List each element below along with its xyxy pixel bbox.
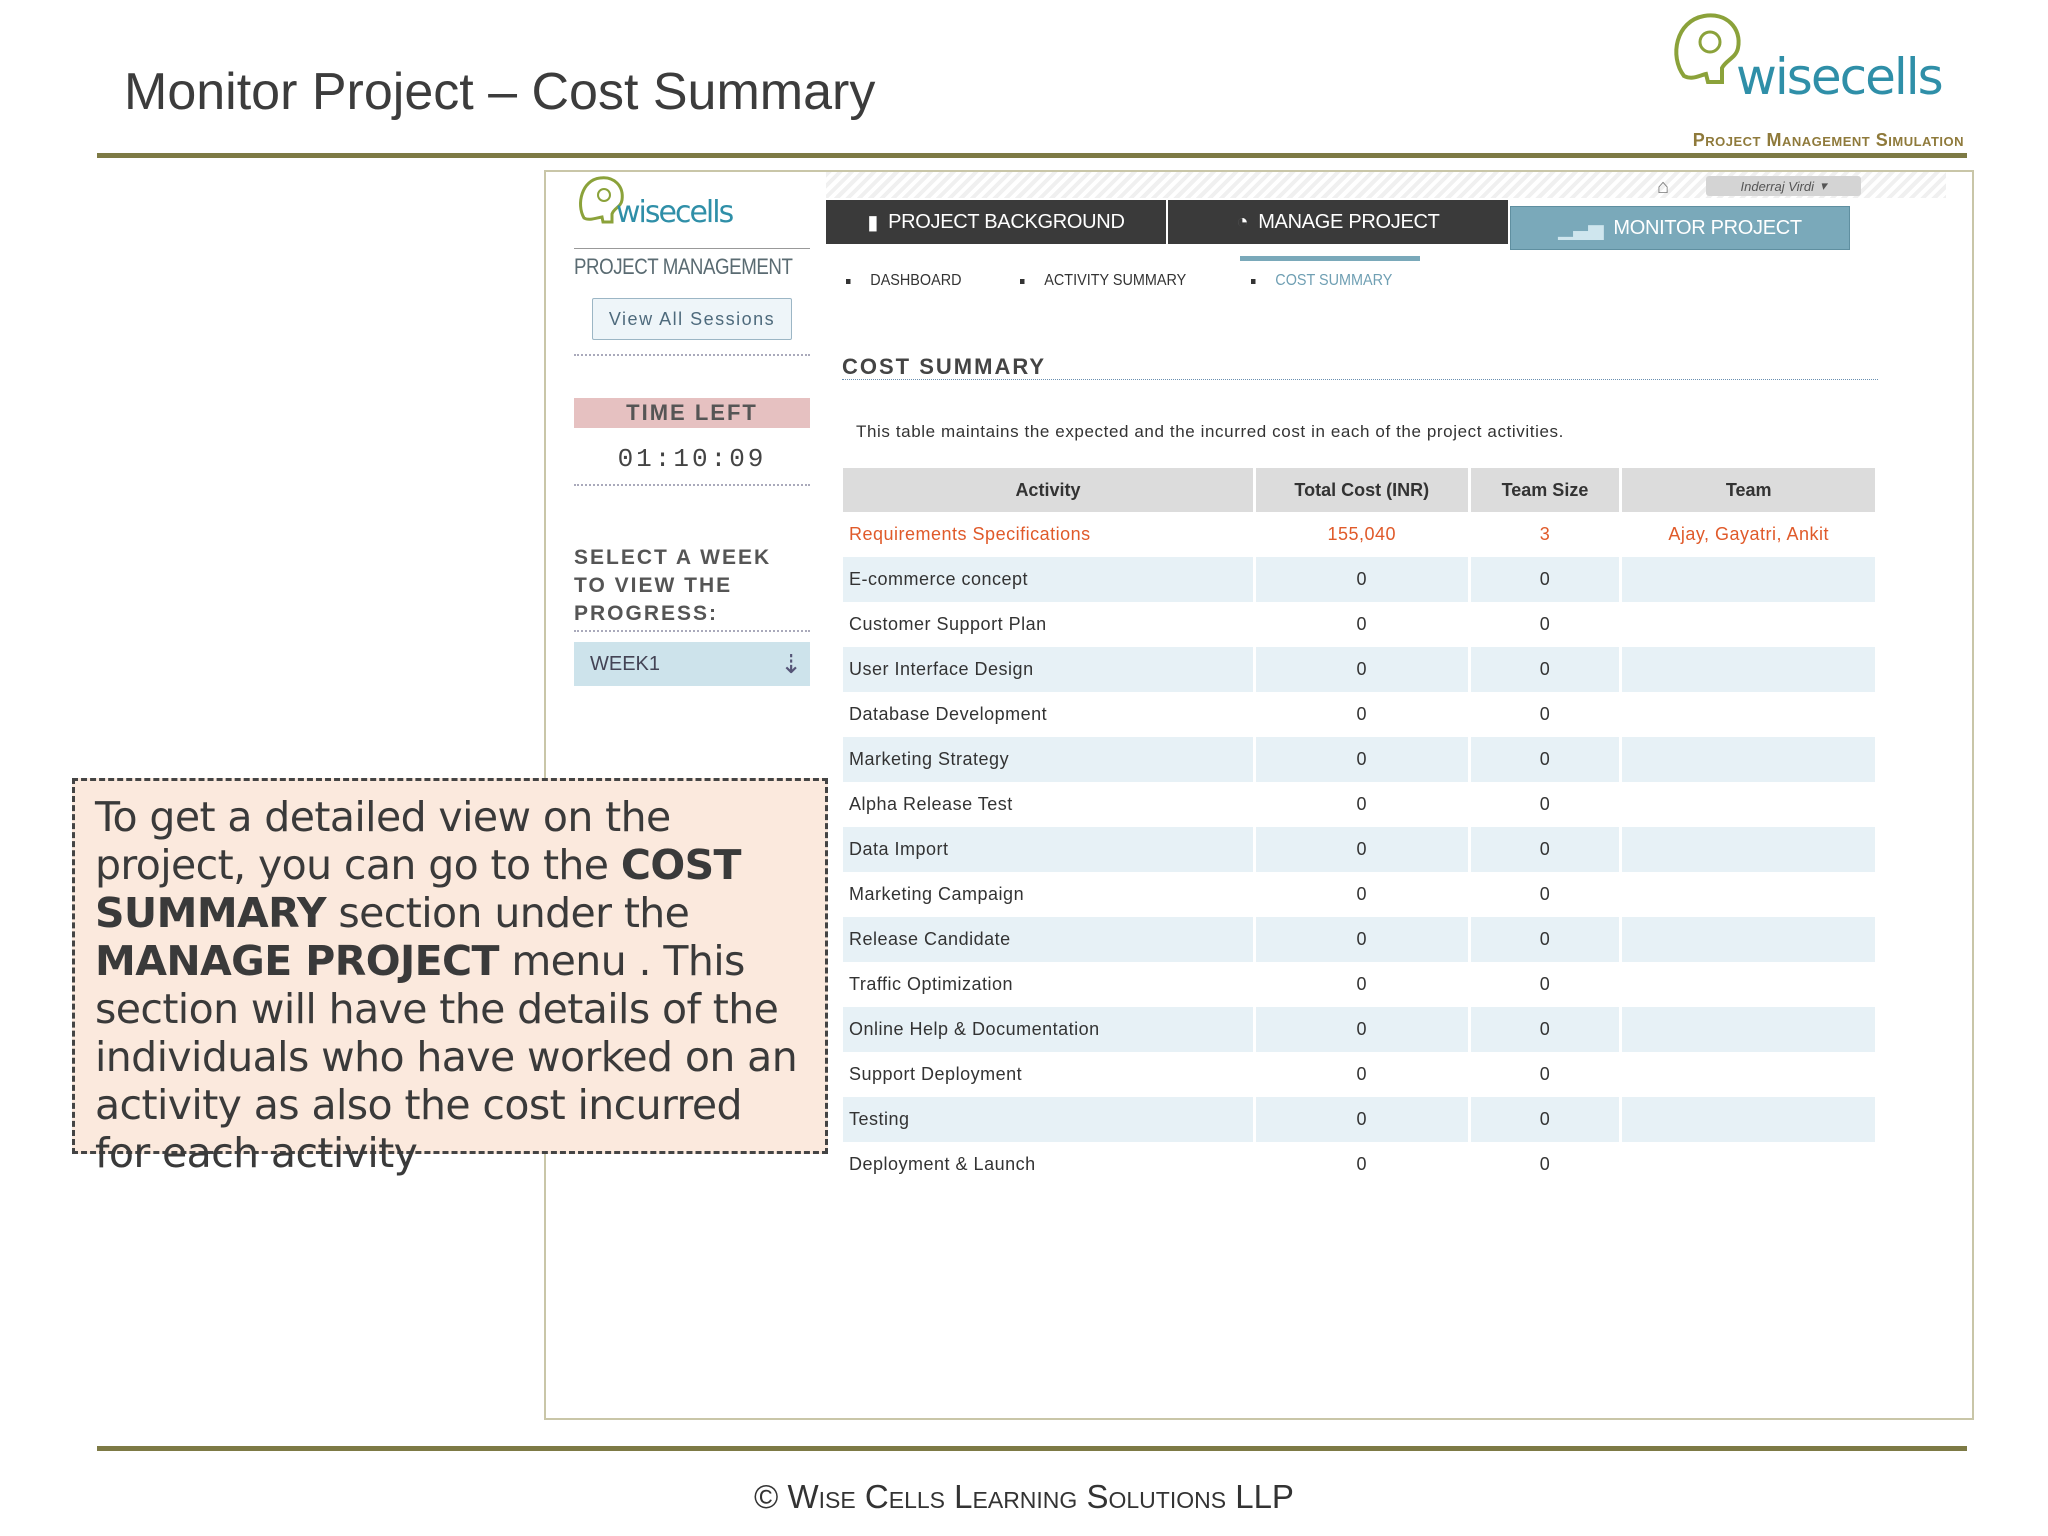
time-left-label: TIME LEFT (574, 398, 810, 428)
cost-cell: 0 (1254, 1097, 1469, 1142)
tab-project-background[interactable] (826, 200, 1166, 244)
cost-cell: 0 (1254, 1142, 1469, 1187)
arrow-down-icon: ⇣ (780, 648, 802, 679)
team-size-cell: 0 (1469, 692, 1621, 737)
team-cell (1621, 917, 1877, 962)
team-size-cell: 0 (1469, 872, 1621, 917)
cost-cell: 0 (1254, 602, 1469, 647)
activity-cell: Data Import (843, 827, 1254, 872)
tab-label: MONITOR PROJECT (1613, 216, 1802, 239)
cost-cell: 0 (1254, 1052, 1469, 1097)
sidebar-brand-name: wisecells (616, 195, 733, 230)
activity-cell: Deployment & Launch (843, 1142, 1254, 1187)
team-size-cell: 0 (1469, 827, 1621, 872)
main-nav (826, 200, 1852, 246)
subnav (846, 272, 1408, 290)
team-size-cell: 0 (1469, 1052, 1621, 1097)
table-row (843, 512, 1877, 557)
section-divider (842, 379, 1878, 380)
team-size-cell: 0 (1469, 647, 1621, 692)
header-divider (97, 153, 1967, 158)
wisecells-logo-icon (1664, 6, 1964, 116)
callout-text: menu . This section will have the details of the individuals who have worked on an activity as also the cost incurred for each activity (95, 937, 798, 1177)
activity-cell: E-commerce concept (843, 557, 1254, 602)
activity-cell: Marketing Campaign (843, 872, 1254, 917)
section-title: COST SUMMARY (842, 354, 1047, 379)
team-cell (1621, 1142, 1877, 1187)
column-header: Team (1621, 468, 1877, 512)
footer-copyright: © Wise Cells Learning Solutions LLP (754, 1478, 1294, 1515)
table-body (843, 512, 1877, 1187)
column-header: Team Size (1469, 468, 1621, 512)
table-row (843, 557, 1877, 602)
team-cell (1621, 692, 1877, 737)
team-cell (1621, 827, 1877, 872)
team-cell (1621, 872, 1877, 917)
table-row (843, 692, 1877, 737)
cost-cell: 0 (1254, 917, 1469, 962)
team-cell (1621, 782, 1877, 827)
activity-cell: Release Candidate (843, 917, 1254, 962)
tab-label: MANAGE PROJECT (1258, 210, 1440, 233)
slide-title: Monitor Project – Cost Summary (124, 63, 876, 121)
table-row (843, 1142, 1877, 1187)
section-description: This table maintains the expected and the incurred cost in each of the project activities. (856, 422, 1564, 441)
table-row (843, 647, 1877, 692)
sidebar-logo-icon (574, 172, 734, 238)
cost-cell: 0 (1254, 782, 1469, 827)
table-row (843, 917, 1877, 962)
cost-cell: 0 (1254, 872, 1469, 917)
subnav-cost-summary[interactable] (1251, 272, 1392, 290)
table-header-row (843, 468, 1877, 512)
user-name: Inderraj Virdi (1740, 178, 1814, 194)
team-cell (1621, 1007, 1877, 1052)
clock-icon: ◔ (1236, 210, 1249, 233)
cost-cell: 0 (1254, 827, 1469, 872)
table-row (843, 1097, 1877, 1142)
brand-tagline: Project Management Simulation (1692, 130, 1964, 150)
tab-monitor-project[interactable] (1510, 206, 1850, 250)
book-icon: ▮ (867, 211, 879, 234)
team-cell (1621, 962, 1877, 1007)
cost-cell: 0 (1254, 647, 1469, 692)
team-cell (1621, 1052, 1877, 1097)
footer-divider (97, 1446, 1967, 1451)
team-cell (1621, 1097, 1877, 1142)
cost-table (843, 468, 1878, 1187)
activity-cell: Testing (843, 1097, 1254, 1142)
cost-cell: 0 (1254, 962, 1469, 1007)
table-row (843, 1007, 1877, 1052)
sidebar-divider (574, 354, 810, 356)
subnav-label: DASHBOARD (870, 272, 962, 289)
subnav-activity-summary[interactable] (1020, 272, 1186, 290)
table-row (843, 1052, 1877, 1097)
team-size-cell: 0 (1469, 782, 1621, 827)
activity-cell: Support Deployment (843, 1052, 1254, 1097)
week-prompt: SELECT A WEEK TO VIEW THE PROGRESS: (574, 546, 772, 625)
brand-name: wisecells (1736, 48, 1942, 106)
callout-text: To get a detailed view on the project, you can go to the (95, 793, 671, 889)
week-select-value: WEEK1 (590, 652, 661, 675)
cost-cell: 0 (1254, 692, 1469, 737)
table-row (843, 602, 1877, 647)
team-cell (1621, 737, 1877, 782)
cost-cell: 0 (1254, 1007, 1469, 1052)
table-row (843, 827, 1877, 872)
team-size-cell: 0 (1469, 602, 1621, 647)
bullet-icon (846, 279, 851, 284)
column-header: Activity (843, 468, 1254, 512)
activity-cell: Requirements Specifications (843, 512, 1254, 557)
activity-cell: Marketing Strategy (843, 737, 1254, 782)
table-row (843, 962, 1877, 1007)
column-header: Total Cost (INR) (1254, 468, 1469, 512)
team-size-cell: 0 (1469, 1142, 1621, 1187)
cost-cell: 155,040 (1254, 512, 1469, 557)
bullet-icon (1020, 279, 1025, 284)
chevron-down-icon: ▾ (1819, 178, 1827, 193)
activity-cell: Traffic Optimization (843, 962, 1254, 1007)
tab-label: PROJECT BACKGROUND (888, 210, 1125, 233)
team-size-cell: 0 (1469, 1097, 1621, 1142)
subnav-label: COST SUMMARY (1275, 272, 1393, 289)
cost-cell: 0 (1254, 737, 1469, 782)
tab-manage-project[interactable] (1168, 200, 1508, 244)
subnav-dashboard[interactable] (846, 272, 962, 290)
team-size-cell: 0 (1469, 557, 1621, 602)
brand-logo-block (1664, 6, 1964, 156)
activity-cell: Database Development (843, 692, 1254, 737)
time-left-value: 01:10:09 (617, 444, 767, 474)
cost-cell: 0 (1254, 557, 1469, 602)
sidebar-brand-divider (574, 248, 810, 249)
table-row (843, 737, 1877, 782)
user-menu[interactable] (1706, 176, 1861, 196)
team-cell (1621, 647, 1877, 692)
view-all-sessions-button[interactable]: View All Sessions (592, 298, 792, 340)
callout-emphasis: COST SUMMARY (95, 841, 741, 937)
team-cell (1621, 602, 1877, 647)
table-row (843, 782, 1877, 827)
activity-cell: User Interface Design (843, 647, 1254, 692)
sidebar-divider (574, 484, 810, 486)
sidebar-divider (574, 630, 810, 632)
team-size-cell: 0 (1469, 737, 1621, 782)
active-subnav-indicator (1240, 256, 1420, 261)
activity-cell: Alpha Release Test (843, 782, 1254, 827)
team-size-cell: 0 (1469, 962, 1621, 1007)
instruction-callout (72, 778, 828, 1177)
team-cell: Ajay, Gayatri, Ankit (1621, 512, 1877, 557)
callout-emphasis: MANAGE PROJECT (95, 937, 499, 985)
week-select[interactable] (574, 642, 810, 686)
bar-chart-icon: ▁▃▅ (1558, 217, 1604, 240)
callout-text: section under the (325, 889, 690, 937)
activity-cell: Online Help & Documentation (843, 1007, 1254, 1052)
product-name: PROJECT MANAGEMENT (574, 254, 793, 279)
home-icon[interactable]: ⌂ (1657, 176, 1670, 198)
bullet-icon (1251, 279, 1256, 284)
team-size-cell: 3 (1469, 512, 1621, 557)
team-cell (1621, 557, 1877, 602)
team-size-cell: 0 (1469, 1007, 1621, 1052)
activity-cell: Customer Support Plan (843, 602, 1254, 647)
subnav-label: ACTIVITY SUMMARY (1044, 272, 1187, 289)
table-row (843, 872, 1877, 917)
team-size-cell: 0 (1469, 917, 1621, 962)
